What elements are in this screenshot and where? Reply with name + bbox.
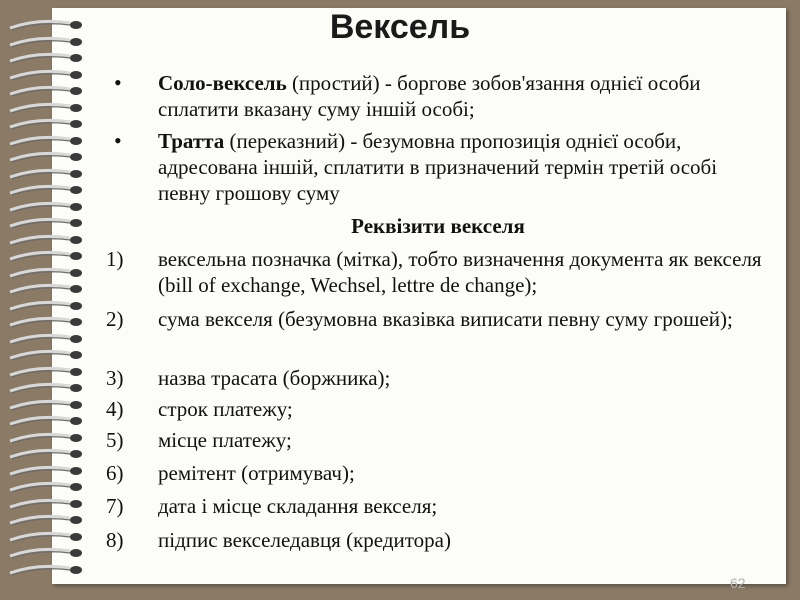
spiral-ring — [8, 480, 86, 494]
bullet-text — [158, 70, 768, 122]
spiral-ring — [8, 266, 86, 280]
spiral-ring — [8, 117, 86, 131]
requisite-number: 3) — [106, 366, 124, 390]
spiral-ring — [8, 84, 86, 98]
spiral-ring — [8, 464, 86, 478]
spiral-ring — [8, 563, 86, 577]
spiral-ring — [8, 200, 86, 214]
requisite-number: 6) — [106, 461, 124, 485]
spiral-ring — [8, 431, 86, 445]
requisite-number: 1) — [106, 247, 124, 271]
requisite-text: строк платежу; — [158, 397, 293, 421]
requisite-number: 4) — [106, 397, 124, 421]
spiral-ring — [8, 398, 86, 412]
spiral-ring — [8, 332, 86, 346]
requisite-text: ремітент (отримувач); — [158, 461, 355, 485]
spiral-ring — [8, 134, 86, 148]
bullet-description: (простий) - боргове зобов'язання однієї особи сплатити вказану суму іншій особі; — [158, 71, 701, 121]
spiral-ring — [8, 167, 86, 181]
requisite-text: місце платежу; — [158, 428, 292, 452]
spiral-ring — [8, 101, 86, 115]
spiral-ring — [8, 150, 86, 164]
spiral-ring — [8, 530, 86, 544]
spiral-ring — [8, 447, 86, 461]
spiral-ring — [8, 546, 86, 560]
spiral-ring — [8, 51, 86, 65]
spiral-ring — [8, 497, 86, 511]
requisite-text: підпис векселедавця (кредитора) — [158, 528, 451, 552]
spiral-ring — [8, 348, 86, 362]
page-number: 62 — [730, 575, 746, 591]
requisite-text: сума векселя (безумовна вказівка виписати певну суму грошей); — [158, 307, 733, 331]
requisite-number: 2) — [106, 307, 124, 331]
spiral-ring — [8, 381, 86, 395]
spiral-ring — [8, 414, 86, 428]
bullet-description: (переказний) - безумовна пропозиція однієї особи, адресована іншій, сплатити в призначений термін третій особі певну грошову суму — [158, 129, 718, 205]
spiral-ring — [8, 249, 86, 263]
spiral-ring — [8, 513, 86, 527]
requisite-number: 5) — [106, 428, 124, 452]
requisite-text: вексельна позначка (мітка), тобто визначення документа як векселя (bill of exchange, Wechsel, lettre de change); — [158, 247, 762, 297]
requisite-number: 8) — [106, 528, 124, 552]
requisite-number: 7) — [106, 494, 124, 518]
spiral-ring — [8, 299, 86, 313]
spiral-ring — [8, 183, 86, 197]
bullet-text — [158, 128, 768, 206]
spiral-ring — [8, 365, 86, 379]
spiral-ring — [8, 282, 86, 296]
bullet-term: Тратта — [158, 129, 225, 153]
bullet-marker: • — [114, 70, 122, 95]
bullet-term: Соло-вексель — [158, 71, 287, 95]
slide-title: Вексель — [329, 8, 471, 46]
section-subheading: Реквізити векселя — [351, 214, 525, 238]
requisite-text: назва трасата (боржника); — [158, 366, 391, 390]
spiral-ring — [8, 68, 86, 82]
bullet-marker: • — [114, 128, 122, 153]
spiral-binding — [8, 18, 88, 578]
spiral-ring — [8, 315, 86, 329]
requisite-text: дата і місце складання векселя; — [158, 494, 438, 518]
